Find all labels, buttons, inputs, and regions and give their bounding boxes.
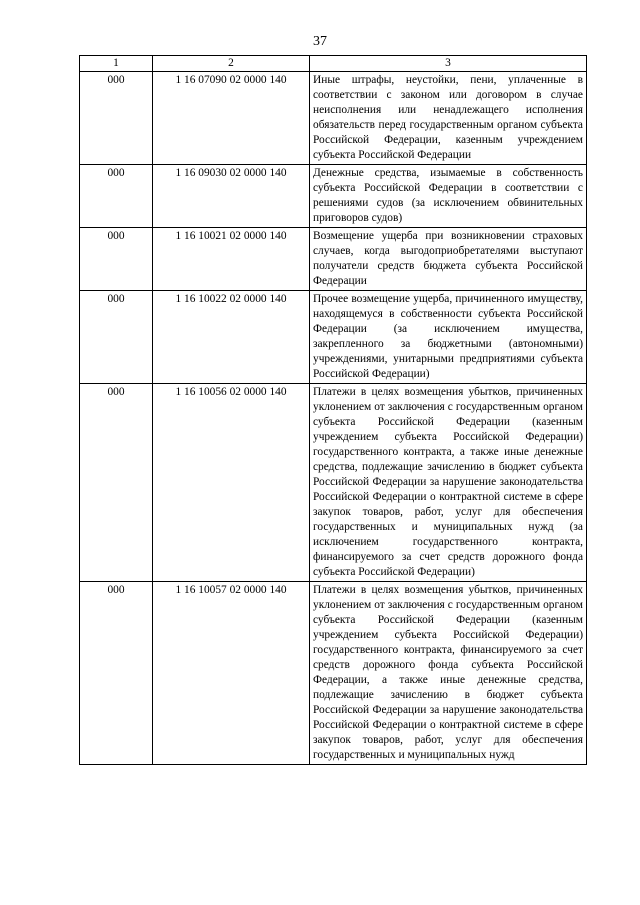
table-row [80, 165, 587, 228]
table-header-row [80, 56, 587, 72]
description-cell: Денежные средства, изымаемые в собственность субъекта Российской Федерации в соответствии с решениями судов (за исключением обвинительных приговоров судов) [310, 165, 587, 228]
admin-code-cell: 000 [80, 228, 153, 291]
column-header-2: 2 [153, 56, 310, 72]
description-cell: Возмещение ущерба при возникновении страховых случаев, когда выгодоприобретателями выступают получатели средств бюджета субъекта Российской Федерации [310, 228, 587, 291]
table-row [80, 228, 587, 291]
column-header-1: 1 [80, 56, 153, 72]
revenue-code-cell: 1 16 10056 02 0000 140 [153, 384, 310, 582]
table-row [80, 582, 587, 765]
table-row [80, 384, 587, 582]
description-cell: Платежи в целях возмещения убытков, причиненных уклонением от заключения с государственным органом субъекта Российской Федерации (казенным учреждением субъекта Российской Федерации) государственного контракта, а также иные денежные средства, подлежащие зачислению в бюджет субъекта Российской Федерации за нарушение законодательства Российской Федерации о контрактной системе в сфере закупок товаров, работ, услуг для обеспечения государственных и муниципальных нужд (за исключением государственного контракта, финансируемого за счет средств дорожного фонда субъекта Российской Федерации) [310, 384, 587, 582]
revenue-code-cell: 1 16 07090 02 0000 140 [153, 72, 310, 165]
table-row [80, 72, 587, 165]
budget-classification-table [79, 55, 587, 765]
admin-code-cell: 000 [80, 384, 153, 582]
admin-code-cell: 000 [80, 291, 153, 384]
revenue-code-cell: 1 16 10021 02 0000 140 [153, 228, 310, 291]
revenue-code-cell: 1 16 10022 02 0000 140 [153, 291, 310, 384]
revenue-code-cell: 1 16 09030 02 0000 140 [153, 165, 310, 228]
page-number: 37 [313, 34, 327, 49]
admin-code-cell: 000 [80, 582, 153, 765]
description-cell: Платежи в целях возмещения убытков, причиненных уклонением от заключения с государственным органом субъекта Российской Федерации (казенным учреждением субъекта Российской Федерации) государственного контракта, финансируемого за счет средств дорожного фонда субъекта Российской Федерации, а также иные денежные средства, подлежащие зачислению в бюджет субъекта Российской Федерации за нарушение законодательства Российской Федерации о контрактной системе в сфере закупок товаров, работ, услуг для обеспечения государственных и муниципальных нужд [310, 582, 587, 765]
column-header-3: 3 [310, 56, 587, 72]
description-cell: Прочее возмещение ущерба, причиненного имуществу, находящемуся в собственности субъекта Российской Федерации (за исключением имущества, закрепленного за бюджетными (автономными) учреждениями, унитарными предприятиями субъекта Российской Федерации) [310, 291, 587, 384]
revenue-code-cell: 1 16 10057 02 0000 140 [153, 582, 310, 765]
admin-code-cell: 000 [80, 165, 153, 228]
description-cell: Иные штрафы, неустойки, пени, уплаченные в соответствии с законом или договором в случае неисполнения или ненадлежащего исполнения обязательств перед государственным органом субъекта Российской Федерации, казенным учреждением субъекта Российской Федерации [310, 72, 587, 165]
admin-code-cell: 000 [80, 72, 153, 165]
table-row [80, 291, 587, 384]
